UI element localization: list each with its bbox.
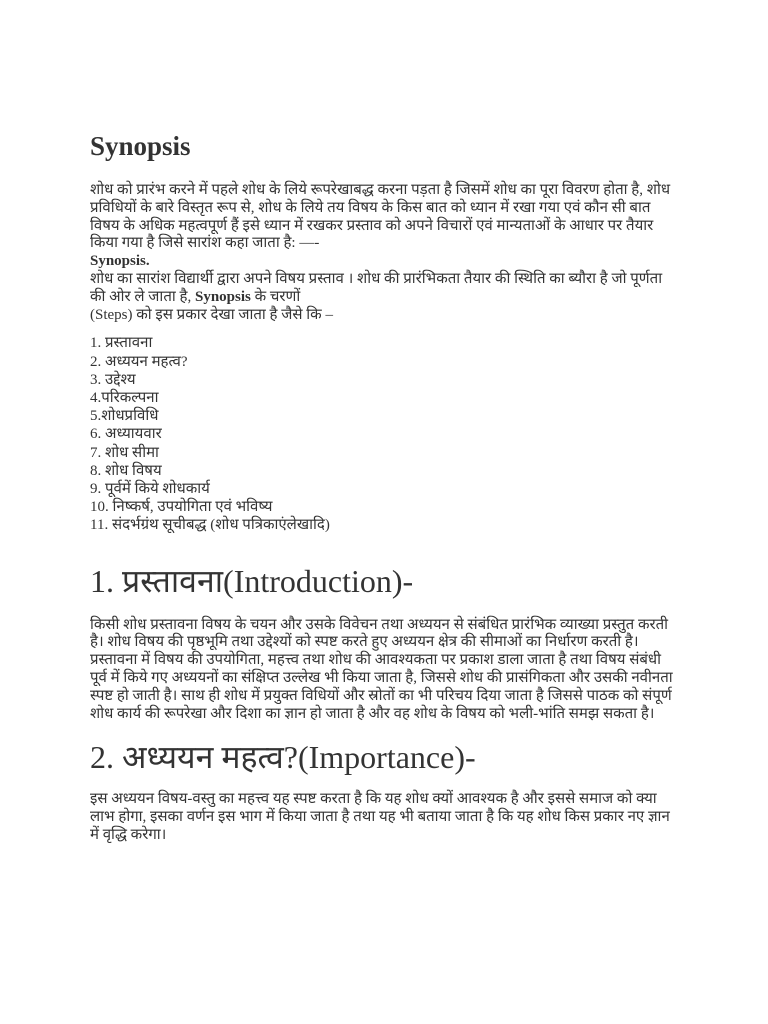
importance-body: इस अध्ययन विषय-वस्तु का महत्त्व यह स्पष्ट करता है कि यह शोध क्यों आवश्यक है और इससे समाज को क्या लाभ होगा, इसका वर्णन इस भाग में किया जाता है तथा यह भी बताया जाता है कि यह शोध किस प्रकार नए ज्ञान में वृद्धि करेगा। [90, 791, 670, 843]
steps-intro-text: शोध का सारांश विद्यार्थी द्वारा अपने विषय प्रस्ताव । शोध की प्रारंभिकता तैयार की स्थिति का ब्यौरा है जो पूर्णता की ओर ले जाता है, [90, 270, 663, 305]
list-item: 9. पूर्वमें किये शोधकार्य [90, 481, 210, 497]
intro-dash: —- [295, 235, 320, 252]
list-item: 2. अध्ययन महत्व? [90, 353, 188, 370]
intro-synopsis-term: Synopsis. [90, 253, 150, 270]
list-item: 1. प्रस्तावना [90, 335, 153, 352]
list-item: 3. उद्देश्य [90, 371, 136, 388]
list-item: 7. शोध सीमा [90, 444, 159, 461]
list-item: 6. अध्यायवार [90, 426, 162, 443]
synopsis-steps-paragraph [90, 271, 676, 324]
section-heading-local: 1. प्रस्तावना [90, 562, 224, 599]
section-heading-introduction [90, 561, 676, 601]
section-heading-importance [90, 737, 676, 777]
introduction-body: किसी शोध प्रस्तावना विषय के चयन और उसके विवेचन तथा अध्ययन से संबंधित प्रारंभिक व्याख्या प्रस्तुत करती है। शोध विषय की पृष्ठभूमि तथा उद्देश्यों को स्पष्ट करते हुए अध्ययन क्षेत्र की सीमाओं का निर्धारण करती है। प्रस्तावना में विषय की उपयोगिता, महत्त्व तथा शोध की आवश्यकता पर प्रकाश डाला जाता है तथा विषय संबंधी पूर्व में किये गए अध्ययनों का संक्षिप्त उल्लेख भी किया जाता है, जिससे शोध की प्रासंगिकता और उसकी नवीनता स्पष्ट हो जाती है। साथ ही शोध में प्रयुक्त विधियों और स्रोतों का भी परिचय दिया जाता है जिससे पाठक को संपूर्ण शोध कार्य की रूपरेखा और दिशा का ज्ञान हो जाता है और वह शोध के विषय को भली-भांति समझ सकता है। [90, 616, 673, 722]
list-item: 8. शोध विषय [90, 462, 162, 479]
steps-synopsis-term: Synopsis [191, 288, 251, 305]
section-heading-en: (Introduction)- [223, 562, 414, 599]
list-item: 10. निष्कर्ष, उपयोगिता एवं भविष्य [90, 499, 273, 516]
steps-list [90, 334, 676, 534]
steps-mid-text: के चरणों [250, 288, 301, 305]
list-item: 5.शोधप्रविधि [90, 408, 159, 425]
section-heading-en: ?(Importance)- [283, 739, 476, 776]
intro-paragraph [90, 182, 676, 271]
list-item: 4.परिकल्पना [90, 389, 159, 406]
importance-body-clip [90, 791, 676, 843]
steps-tail-text: (Steps) को इस प्रकार देखा जाता है जैसे कि – [90, 306, 333, 323]
page-title: Synopsis [90, 131, 191, 161]
section-heading-local: 2. अध्ययन महत्व [90, 739, 284, 776]
list-item: 11. संदर्भग्रंथ सूचीबद्ध (शोध पत्रिकाएंलेखादि) [90, 517, 330, 534]
intro-text: शोध को प्रारंभ करने में पहले शोध के लिये रूपरेखाबद्ध करना पड़ता है जिसमें शोध का पूरा विवरण होता है, शोध प्रविधियों के बारे विस्तृत रूप से, शोध के लिये तय विषय के किस बात को ध्यान में रखा गया एवं कौन सी बात विषय के अधिक महत्वपूर्ण हैं इसे ध्यान में रखकर प्रस्ताव को अपने विचारों एवं मान्यताओं के आधार पर तैयार किया गया है जिसे सारांश कहा जाता है: [90, 182, 671, 252]
